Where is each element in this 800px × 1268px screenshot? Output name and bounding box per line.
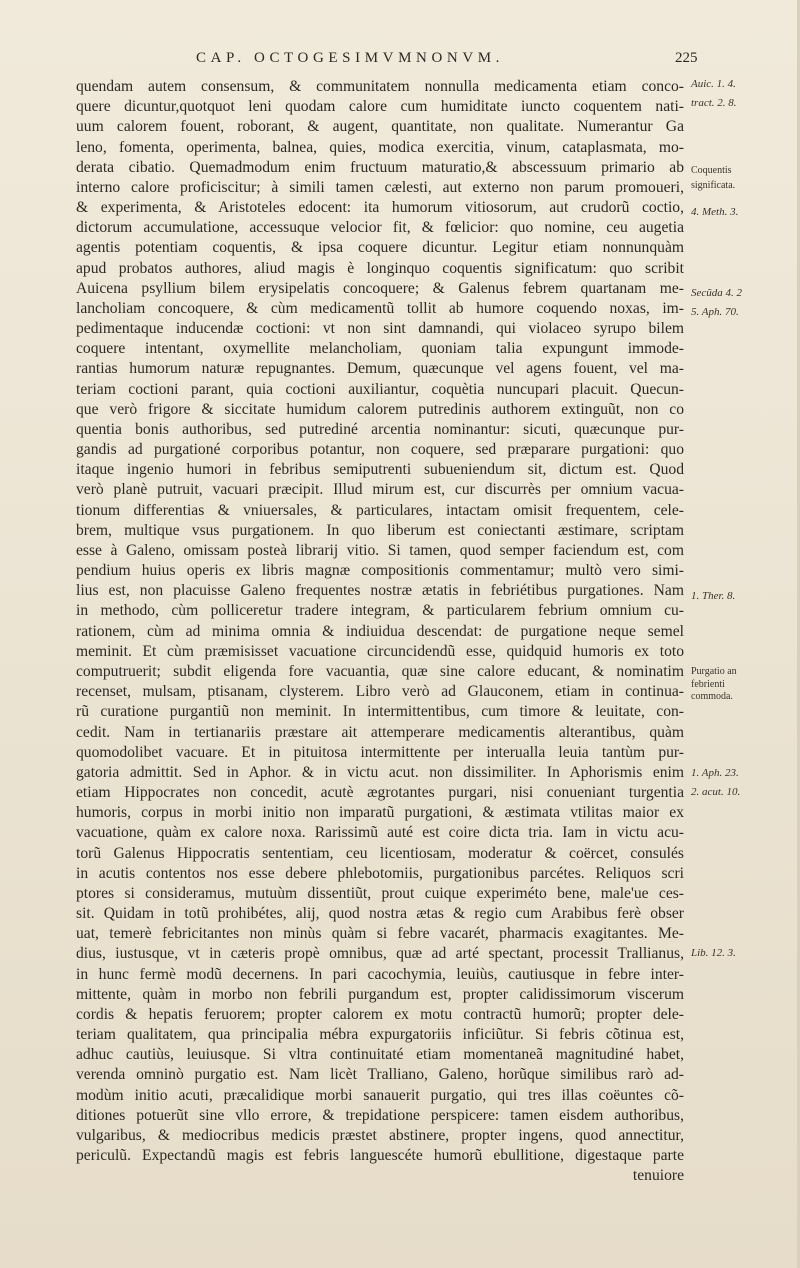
text-line: quomodolibet vacuare. Et in pituitosa intermittente per interualla leuia tantùm pur- (76, 743, 684, 761)
margin-note: 2. acut. 10. (691, 786, 741, 798)
margin-note: Secũda 4. 2 (691, 287, 743, 299)
text-line: cordis & hepatis feruorem; propter calorem ex motu contractũ humorũ; propter dele- (76, 1005, 684, 1023)
text-line: dictorum accumulatione, accessuque velocior fit, & fœlicior: quo nomine, ceu augetia (76, 219, 684, 237)
text-line: teriam coctioni parant, quia coctioni auxiliantur, coquètia nuncupari placuit. Quecun- (76, 380, 684, 398)
body-text (76, 77, 684, 1186)
text-line: in hunc fermè modũ decernens. In pari cacochymia, leuiùs, cautiusque in febre inter- (76, 965, 684, 983)
text-line: vacuatione, quàm ex calore noxa. Rarissimũ auté est coire dicta tria. Iam in victu acu- (76, 824, 684, 842)
margin-note: febrienti (691, 679, 725, 690)
text-line: dius, iustusque, vt in cæteris propè omnibus, quæ ad arté spectant, processit Trallianus, (76, 945, 684, 963)
text-line: periculũ. Expectandũ magis est febris languescéte humorũ ebullitione, digestaque parte (76, 1147, 684, 1165)
text-line: quere dicuntur,quotquot leni quodam calore cum humiditate iuncto coquentem nati- (76, 98, 684, 116)
text-line: uat, temerè febricitantes non minùs quàm si febre vacarét, pharmacis exagitantes. Me- (76, 925, 684, 943)
margin-note: Auic. 1. 4. (691, 78, 736, 90)
text-line: derata cibatio. Quemadmodum enim fructuum maturatio,& abscessuum primario ab (76, 158, 684, 176)
margin-note: 5. Aph. 70. (691, 306, 739, 318)
text-line: computruerit; subdit eligenda fore vacuantia, quæ sine calore educant, & nominatim (76, 662, 684, 680)
page-header (0, 50, 800, 74)
text-line: humoris, corpus in morbi initio non imparatũ purgationi, & æstimata vtilitas maior ex (76, 804, 684, 822)
text-line: ditiones potuerũt sine vllo errore, & trepidatione perspicere: tamen eisdem authoribus, (76, 1106, 684, 1124)
margin-note: 4. Meth. 3. (691, 206, 739, 218)
text-line: interno calore proficiscitur; à simili tamen cælesti, aut externo non parum promoueri, (76, 178, 684, 196)
margin-note: Purgatio an (691, 666, 737, 677)
text-line: verenda omninò purgatio est. Nam licèt Tralliano, Galeno, horũque similibus rarò ad- (76, 1066, 684, 1084)
text-line: cedit. Nam in tertianariis præstare ait attemperare medicamentis alterantibus, quàm (76, 723, 684, 741)
margin-note: commoda. (691, 691, 733, 702)
text-line: agentis potentiam coquentis, & ipsa coquere dicuntur. Legitur etiam nonnunquàm (76, 239, 684, 257)
text-line: gatoria admittit. Sed in Aphor. & in victu acut. non dissimiliter. In Aphorismis enim (76, 763, 684, 781)
margin-note: 1. Aph. 23. (691, 767, 739, 779)
margin-note: significata. (691, 180, 736, 191)
text-line: quentia bonis authoribus, sed putrediné arcentia nominantur: sicuti, quæcunque pur- (76, 420, 684, 438)
text-line: rantias humorum naturæ repugnantes. Demum, quæcunque vel agens fouent, vel ma- (76, 360, 684, 378)
text-line: tionum differentias & vniuersales, & particulares, intactam omisit frequentem, cele- (76, 501, 684, 519)
text-line: recenset, mulsam, ptisanam, clysterem. Libro verò ad Glauconem, etiam in continua- (76, 683, 684, 701)
text-line: meminit. Et cùm præmisisset vacuatione circuncidendũ esse, quidquid humoris ex toto (76, 642, 684, 660)
text-line: quendam autem consensum, & communitatem nonnulla medicamenta etiam conco- (76, 78, 684, 95)
text-line: lius est, non placuisse Galeno frequentes nostræ ætatis in febriétibus purgationes. Nam (76, 582, 684, 600)
text-line: modùm initio acuti, præcalidique morbi sanauerit purgatio, qui tres illas coëuntes cõ- (76, 1086, 684, 1104)
text-line: verò planè putruit, vacuari præcipit. Illud mirum est, cur discurrès per omnium vacua- (76, 481, 684, 499)
text-line: rũ curatione purgantiũ non meminit. In intermittentibus, cum timore & leuitate, con- (76, 703, 684, 721)
text-line: mittente, quàm in morbo non febrili purgandum est, propter calidissimorum viscerum (76, 985, 684, 1003)
text-line: adhuc cautiùs, leuiusque. Si vltra continuitaté etiam momentaneã magnitudiné habet, (76, 1046, 684, 1064)
text-line: itaque ingenio humori in febribus semiputrenti subueniendum sit, dictum est. Quod (76, 461, 684, 479)
text-line: uum calorem fouent, roborant, & augent, quantitate, non qualitate. Numerantur Ga (76, 118, 684, 136)
text-line: in acutis contentos nos esse debere phlebotomiis, purgationibus parcétes. Reliquos scri (76, 864, 684, 882)
text-line: teriam qualitatem, qua principalia mébra expurgatoriis inficiũtur. Si febris cõtinua est, (76, 1026, 684, 1044)
margin-note: 1. Ther. 8. (691, 590, 736, 602)
text-line: torũ Galenus Hippocratis sententiam, ceu licentiosam, moderatur & coërcet, consulés (76, 844, 684, 862)
text-line: leno, fomenta, operimenta, balnea, quies, modica exercitia, vinum, cataplasmata, mo- (76, 138, 684, 156)
text-line: gandis ad purgationé corporibus potantur, non coquere, sed præparare purgationi: quo (76, 441, 684, 459)
margin-note: Coquentis (691, 165, 732, 176)
text-line: coquere intentant, oxymellite melancholiam, quoniam talia expungunt immode- (76, 340, 684, 358)
text-line: rationem, cùm ad minima omnia & indiuidua descendat: de purgatione neque semel (76, 622, 684, 640)
text-line: que verò frigore & siccitate humidum calorem putredinis authorem extinguũt, non co (76, 400, 684, 418)
page-number: 225 (675, 50, 698, 66)
margin-note: Lib. 12. 3. (691, 947, 736, 959)
text-line: apud probatos authores, aliud magis è longinquo coquentis significatum: quo scribit (76, 259, 684, 277)
text-line: ptores si consideramus, mutuùm dissentiũt, prout cuique experiméto bene, male'ue ces- (76, 884, 684, 902)
text-line: vulgaribus, & mediocribus medicis præstet abstinere, propter ingens, quod annectitur, (76, 1126, 684, 1144)
running-head: CAP. OCTOGESIMVMNONVM. (196, 50, 505, 66)
text-line: brem, multique vsus purgationem. In quo liberum est coniectanti æstimare, scriptam (76, 521, 684, 539)
text-line: sit. Quidam in totũ prohibétes, alij, quod nostra ætas & regio cum Arabibus ferè obser (76, 905, 684, 923)
text-line: esse à Galeno, omissam posteà librarij vitio. Si tamen, quod semper faciendum est, com (76, 541, 684, 559)
text-line: pedimentaque inducendæ coctioni: vt non sint damnandi, qui violaceo syrupo bilem (76, 320, 684, 338)
text-line: tenuiore (632, 1167, 684, 1185)
text-line: & experimenta, & Aristoteles edocent: ita humorum vitiosorum, aut crudorũ coctio, (76, 199, 684, 217)
text-line: pendium huius operis ex libris magnæ compositionis commentamur; multò vero simi- (76, 562, 684, 580)
text-line: lancholiam concoquere, & cùm medicamentũ tollit ab humore coquendo noxas, im- (76, 299, 684, 317)
text-line: etiam Hippocrates non concedit, acutè ægrotantes purgari, nisi conueniant turgentia (76, 784, 684, 802)
margin-note: tract. 2. 8. (691, 97, 737, 109)
text-line: in methodo, cùm polliceretur tradere integram, & particularem febrium omnium cu- (76, 602, 684, 620)
text-line: Auicena psyllium bilem erysipelatis concoquere; & Galenus febrem quartanam me- (76, 279, 684, 297)
